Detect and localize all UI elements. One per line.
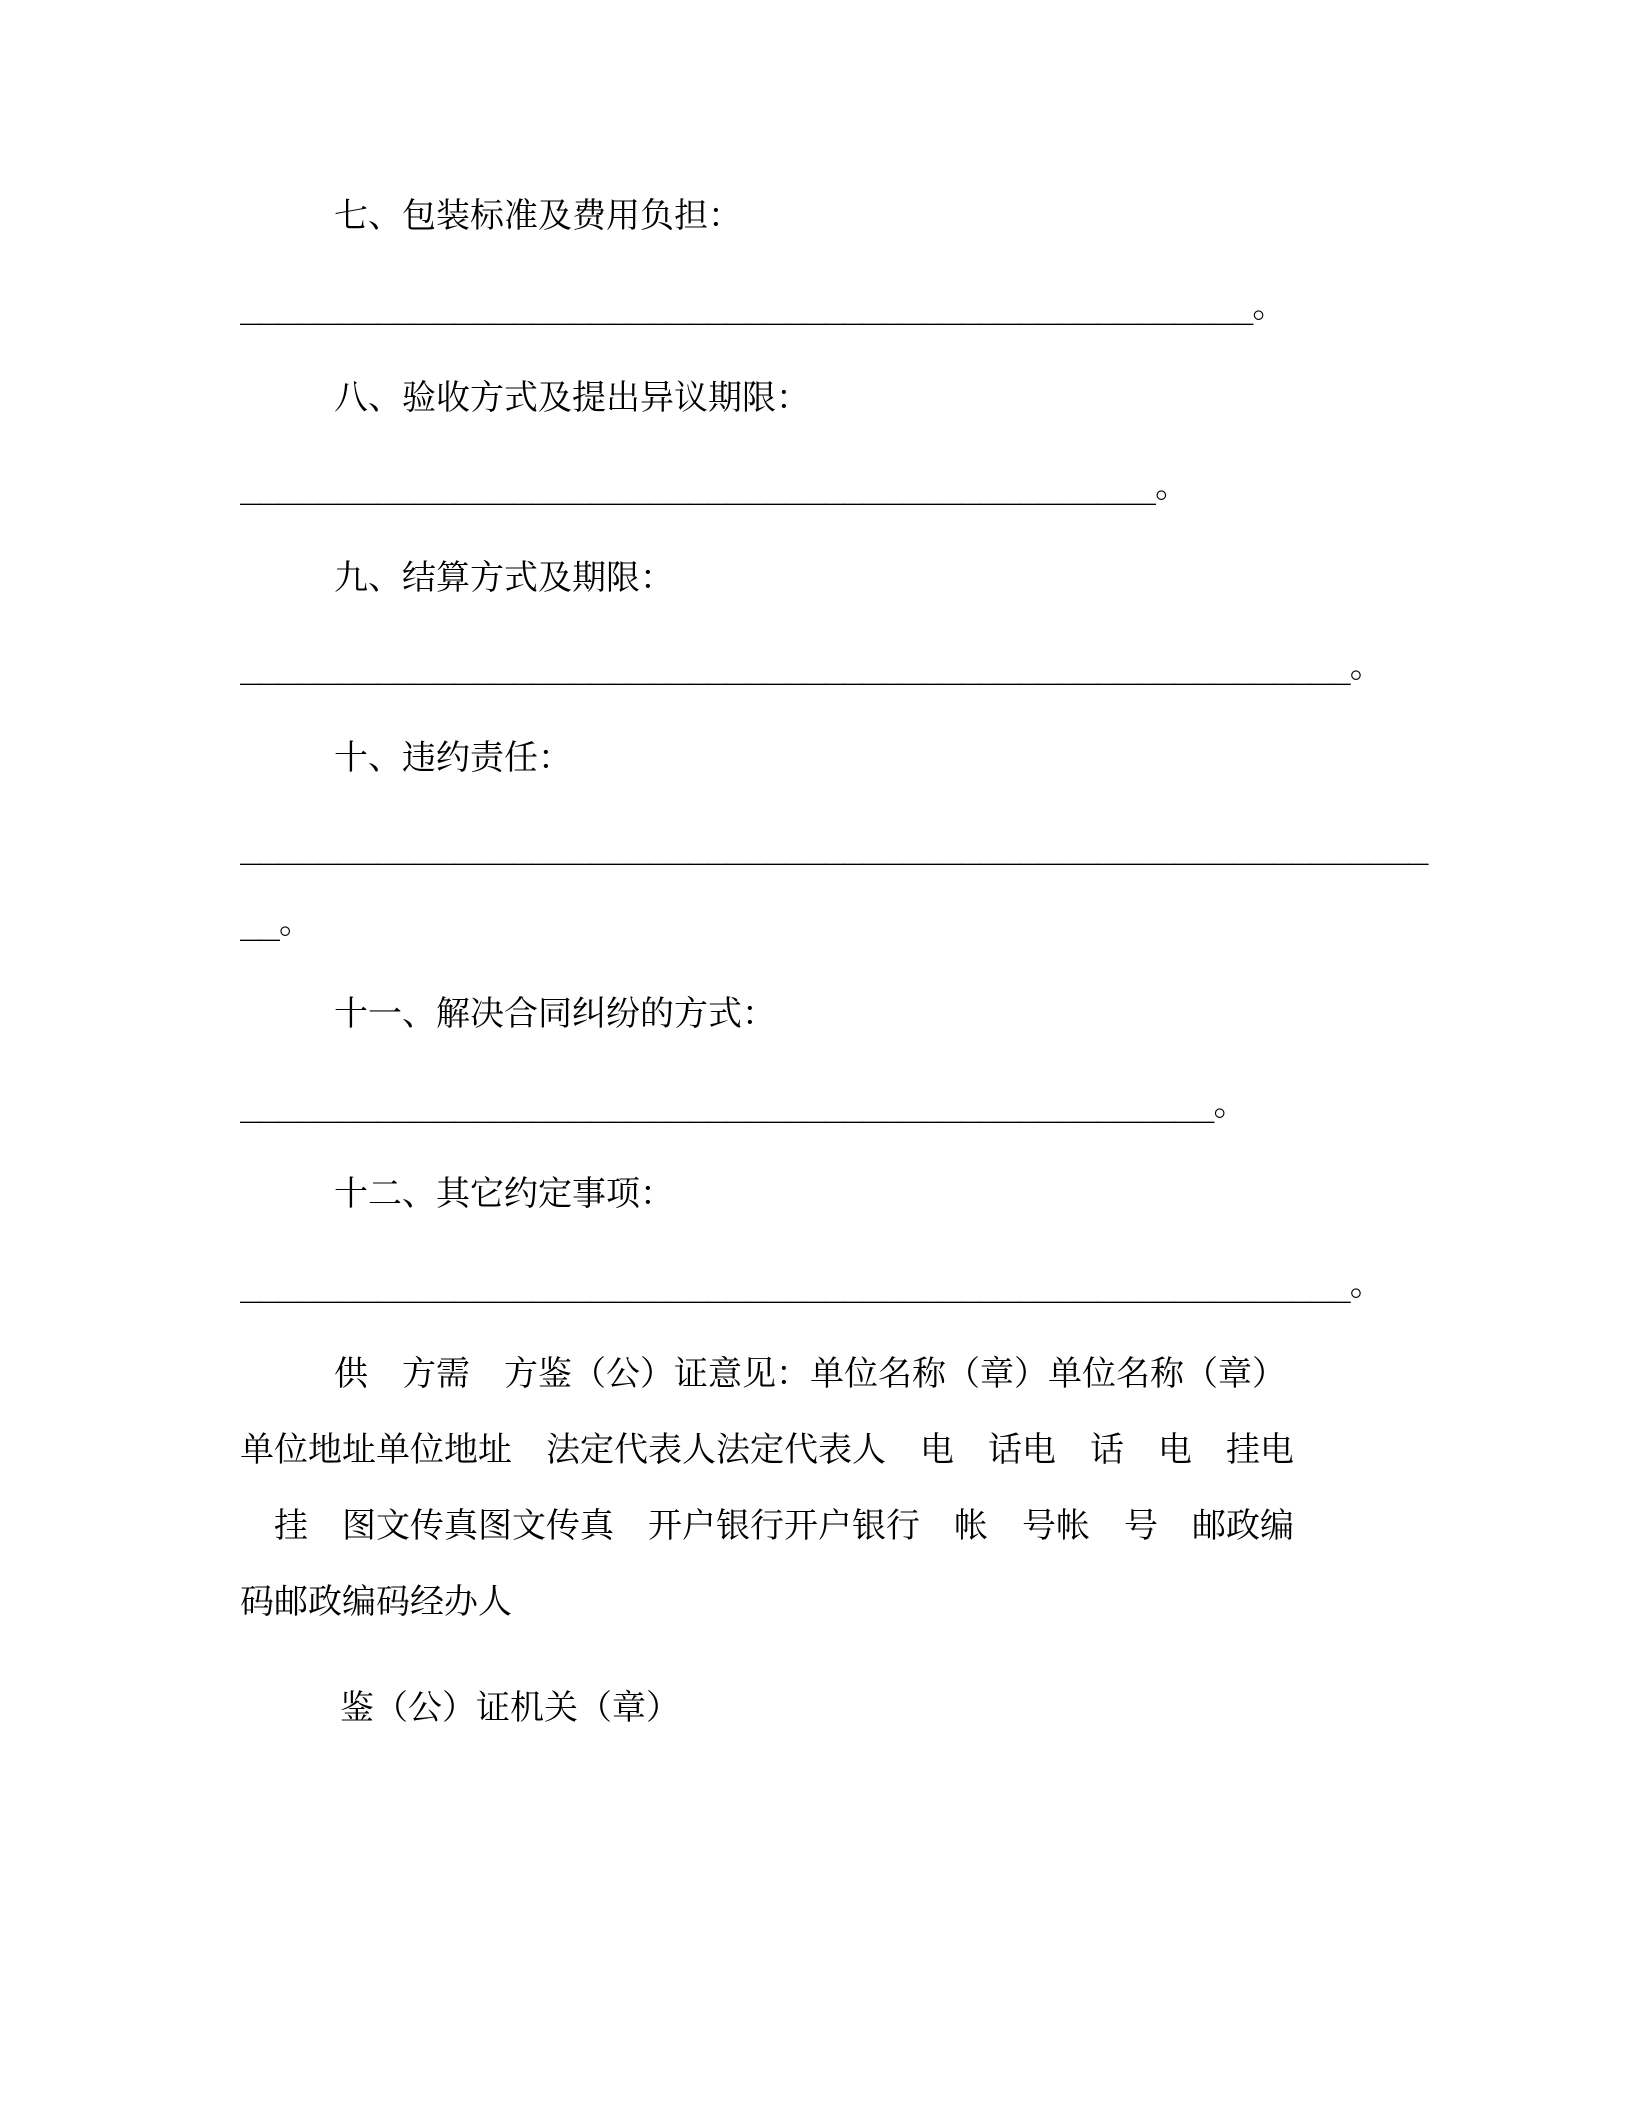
section-11-heading: 十一、解决合同纠纷的方式： [334,994,776,1034]
signature-line-1: 供 方需 方鉴（公）证意见：单位名称（章）单位名称（章） [334,1354,1286,1394]
section-8-heading: 八、验收方式及提出异议期限： [334,378,810,418]
section-7-heading: 七、包装标准及费用负担： [334,196,742,236]
section-9-blank: _________________________________________________________。 [240,646,1383,686]
signature-line-3: 挂 图文传真图文传真 开户银行开户银行 帐 号帐 号 邮政编 [240,1506,1294,1546]
signature-line-2: 单位地址单位地址 法定代表人法定代表人 电 话电 话 电 挂电 [240,1430,1294,1470]
section-12-blank: _________________________________________________________。 [240,1264,1383,1304]
section-8-blank: _______________________________________________。 [240,466,1189,506]
section-9-heading: 九、结算方式及期限： [334,558,674,598]
section-11-blank: __________________________________________________。 [240,1084,1247,1124]
section-10-heading: 十、违约责任： [334,738,572,778]
authority-seal-line: 鉴（公）证机关（章） [340,1688,680,1728]
section-7-blank: ____________________________________________________。 [240,286,1286,326]
signature-line-4: 码邮政编码经办人 [240,1582,512,1622]
section-10-blank: _____________________________________________________________ [240,826,1428,866]
section-12-heading: 十二、其它约定事项： [334,1174,674,1214]
section-10-blank-continued: __。 [240,902,312,942]
